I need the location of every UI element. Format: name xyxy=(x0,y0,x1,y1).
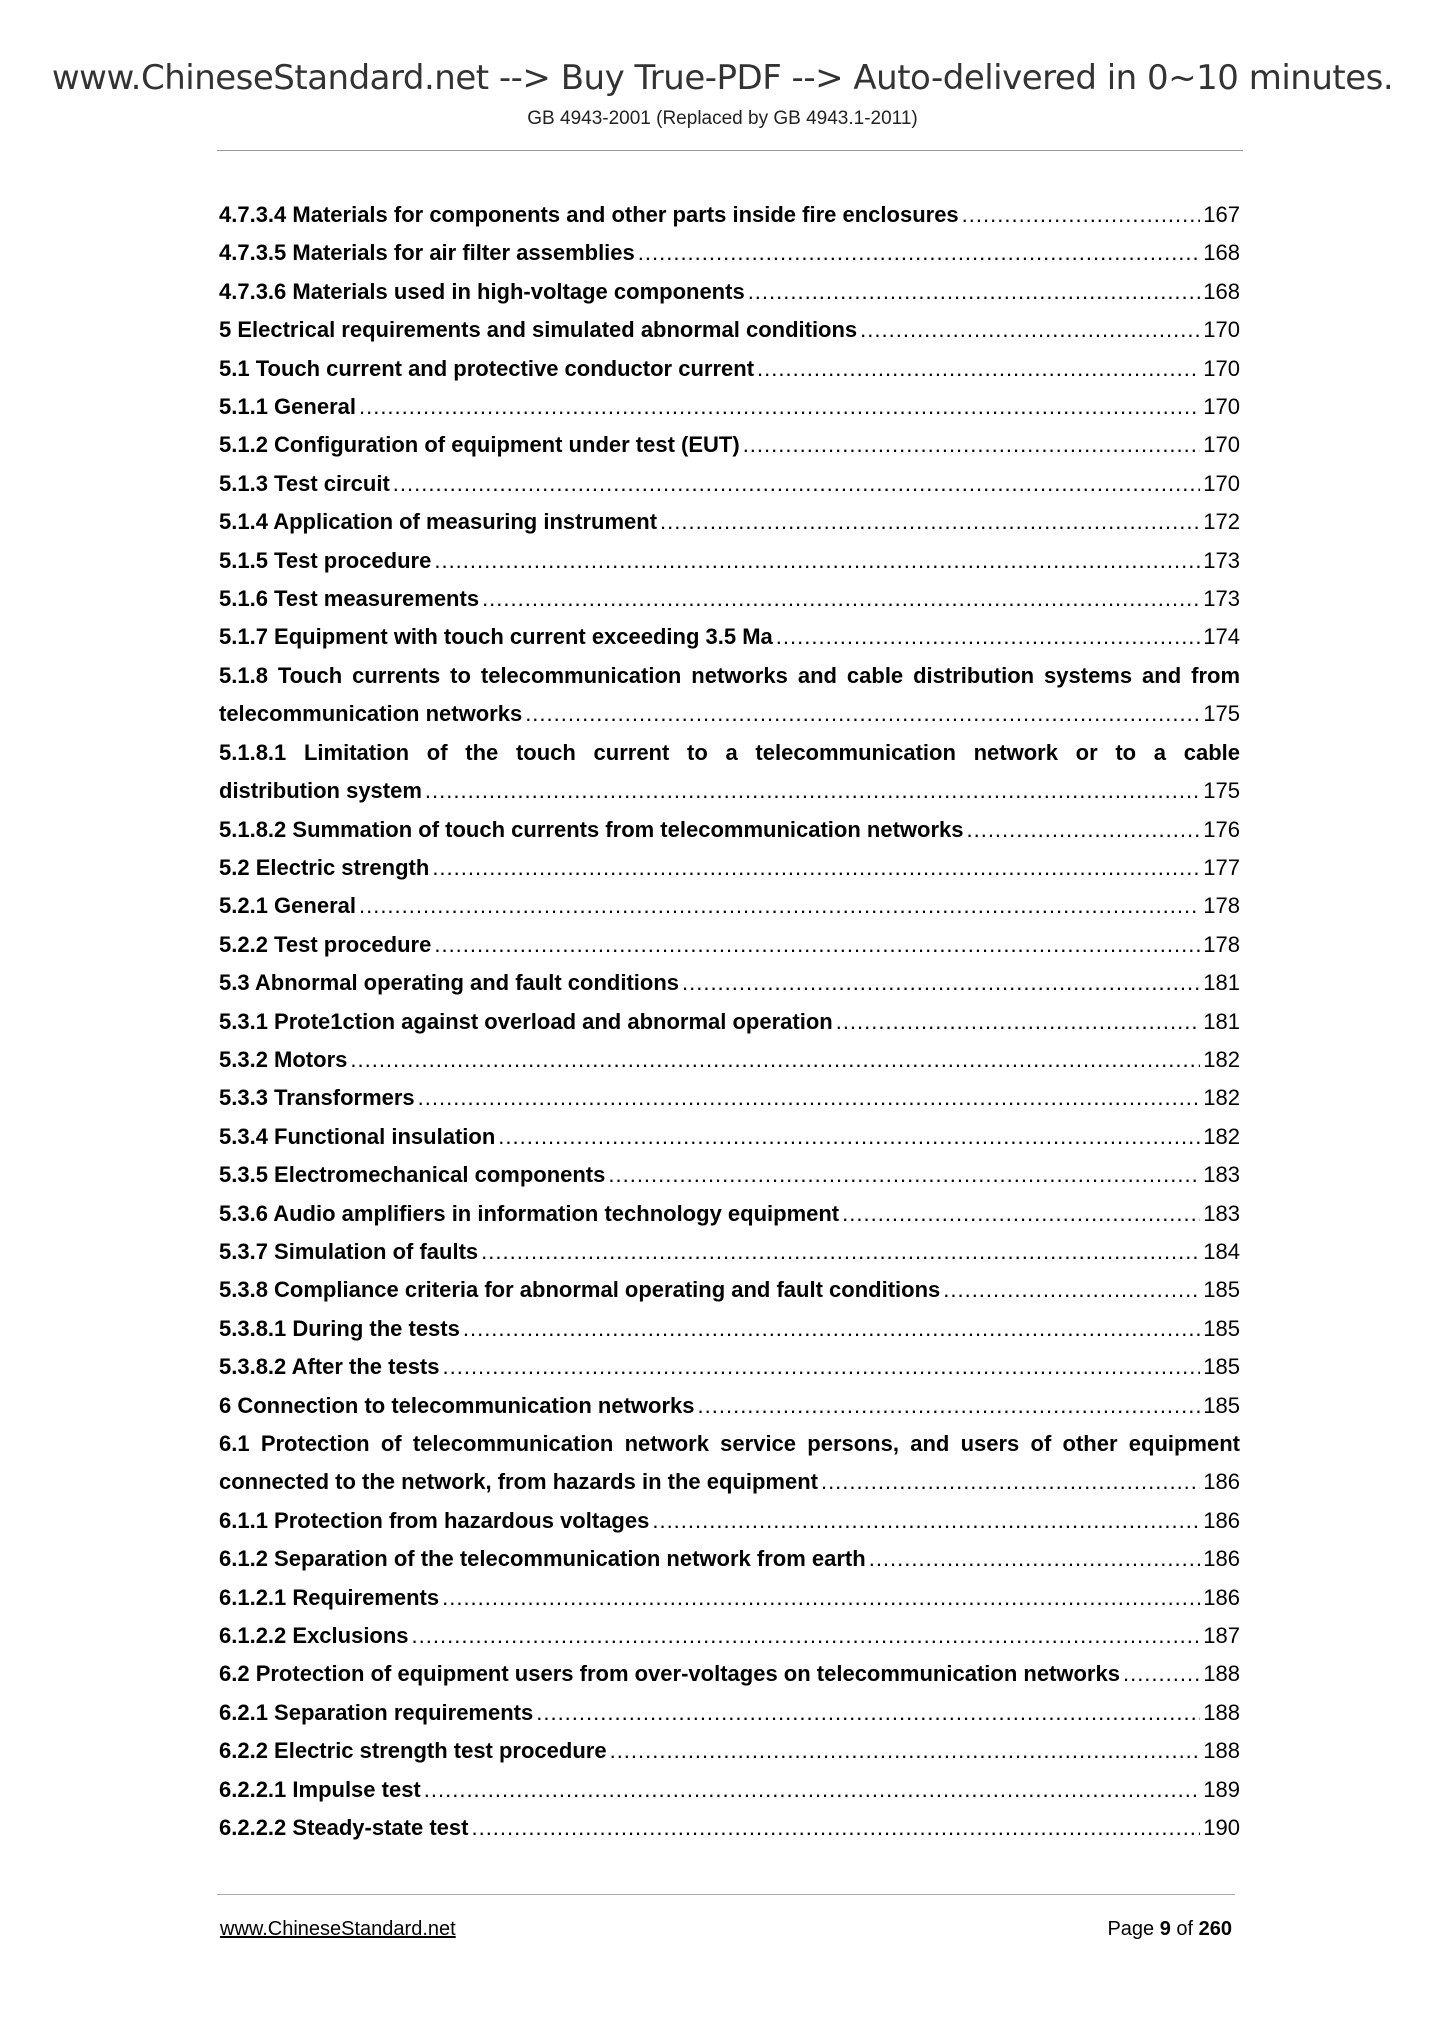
toc-dot-leader xyxy=(525,695,1200,733)
toc-entry[interactable] xyxy=(219,1003,1240,1041)
toc-dot-leader xyxy=(652,1502,1200,1540)
toc-entry[interactable] xyxy=(219,811,1240,849)
toc-entry-page: 173 xyxy=(1203,547,1240,573)
toc-entry-title: 6.2.2.2 Steady-state test xyxy=(219,1815,469,1841)
toc-entry[interactable] xyxy=(219,1387,1240,1425)
toc-entry-title: 5 Electrical requirements and simulated abnormal conditions xyxy=(219,317,858,343)
toc-dot-leader xyxy=(359,388,1200,426)
toc-entry[interactable] xyxy=(219,1540,1240,1578)
toc-entry-page: 170 xyxy=(1203,355,1240,381)
toc-entry-page: 186 xyxy=(1203,1469,1240,1495)
toc-entry-page: 168 xyxy=(1203,278,1240,304)
toc-entry-title: 4.7.3.6 Materials used in high-voltage components xyxy=(219,278,745,304)
toc-entry-page: 172 xyxy=(1203,509,1240,535)
toc-entry-title: 5.1.4 Application of measuring instrument xyxy=(219,509,658,535)
toc-entry[interactable] xyxy=(219,388,1240,426)
toc-entry-title: 6.2.2 Electric strength test procedure xyxy=(219,1738,607,1764)
toc-entry[interactable] xyxy=(219,618,1240,656)
toc-entry-title: connected to the network, from hazards in the equipment xyxy=(219,1469,818,1495)
toc-entry-title: 5.1.5 Test procedure xyxy=(219,547,432,573)
page-indicator xyxy=(1107,1918,1232,1941)
toc-entry-title: 5.1.2 Configuration of equipment under test (EUT) xyxy=(219,432,740,458)
toc-entry-title: 5.1.8.2 Summation of touch currents from telecommunication networks xyxy=(219,816,964,842)
toc-dot-leader xyxy=(966,811,1200,849)
toc-entry-title: 5.3.2 Motors xyxy=(219,1046,348,1072)
toc-entry-title: 4.7.3.5 Materials for air filter assemblies xyxy=(219,240,635,266)
toc-entry[interactable] xyxy=(219,580,1240,618)
toc-dot-leader xyxy=(860,311,1200,349)
toc-entry-title-first-line: 5.1.8 Touch currents to telecommunication networks and cable distribution systems and from xyxy=(219,662,1240,688)
toc-entry[interactable] xyxy=(219,1694,1240,1732)
toc-dot-leader xyxy=(425,772,1200,810)
toc-entry-title: 6.2 Protection of equipment users from over-voltages on telecommunication networks xyxy=(219,1661,1120,1687)
toc-entry-page: 181 xyxy=(1203,1008,1240,1034)
toc-entry[interactable] xyxy=(219,426,1240,464)
toc-entry-page: 187 xyxy=(1203,1623,1240,1649)
toc-dot-leader xyxy=(610,1732,1200,1770)
toc-entry-title-first-line: 6.1 Protection of telecommunication network service persons, and users of other equipment xyxy=(219,1431,1240,1456)
toc-dot-leader xyxy=(842,1195,1200,1233)
toc-entry-title: 6 Connection to telecommunication networks xyxy=(219,1392,695,1418)
toc-entry-page: 176 xyxy=(1203,816,1240,842)
toc-entry-page: 186 xyxy=(1203,1507,1240,1533)
toc-entry-title: 5.2 Electric strength xyxy=(219,854,430,880)
toc-entry-page: 173 xyxy=(1203,586,1240,612)
toc-dot-leader xyxy=(442,1579,1200,1617)
toc-entry-page: 170 xyxy=(1203,317,1240,343)
toc-entry[interactable] xyxy=(219,234,1240,272)
toc-entry[interactable] xyxy=(219,1118,1240,1156)
toc-dot-leader xyxy=(743,426,1200,464)
toc-entry-page: 183 xyxy=(1203,1200,1240,1226)
toc-entry[interactable] xyxy=(219,465,1240,503)
toc-dot-leader xyxy=(698,1387,1200,1425)
toc-dot-leader xyxy=(776,618,1200,656)
toc-entry[interactable] xyxy=(219,1195,1240,1233)
toc-entry[interactable] xyxy=(219,849,1240,887)
footer-site-link[interactable]: www.ChineseStandard.net xyxy=(220,1918,456,1940)
toc-dot-leader xyxy=(660,503,1200,541)
toc-entry-title: 5.1 Touch current and protective conductor current xyxy=(219,355,755,381)
toc-entry-page: 185 xyxy=(1203,1315,1240,1341)
toc-dot-leader xyxy=(471,1809,1200,1847)
toc-entry-title: 5.1.1 General xyxy=(219,394,356,420)
toc-entry-title: 5.3.4 Functional insulation xyxy=(219,1123,496,1149)
toc-entry-title: 4.7.3.4 Materials for components and other parts inside fire enclosures xyxy=(219,202,959,227)
toc-entry-page: 182 xyxy=(1203,1123,1240,1149)
toc-entry[interactable] xyxy=(219,1233,1240,1271)
header-divider xyxy=(217,150,1243,151)
toc-entry-page: 175 xyxy=(1203,778,1240,804)
toc-entry-page: 190 xyxy=(1203,1815,1240,1841)
toc-dot-leader xyxy=(498,1118,1200,1156)
toc-entry-title: 6.2.2.1 Impulse test xyxy=(219,1776,421,1802)
toc-entry[interactable] xyxy=(219,196,1240,234)
toc-entry-title: 6.1.2.2 Exclusions xyxy=(219,1623,409,1649)
toc-dot-leader xyxy=(463,1310,1200,1348)
toc-entry[interactable] xyxy=(219,1041,1240,1079)
toc-entry-title: 5.3.5 Electromechanical components xyxy=(219,1162,606,1188)
document-subtitle: GB 4943-2001 (Replaced by GB 4943.1-2011) xyxy=(527,108,918,129)
toc-entry-page: 182 xyxy=(1203,1046,1240,1072)
toc-entry-page: 185 xyxy=(1203,1354,1240,1380)
toc-entry-page: 167 xyxy=(1203,202,1240,227)
toc-entry-title: 5.2.1 General xyxy=(219,893,356,919)
toc-dot-leader xyxy=(432,849,1200,887)
toc-dot-leader xyxy=(1123,1655,1200,1693)
page-prefix: Page xyxy=(1107,1918,1160,1940)
page-of: of xyxy=(1170,1918,1199,1940)
toc-dot-leader xyxy=(359,887,1200,925)
page-current: 9 xyxy=(1159,1918,1171,1940)
toc-entry-title-first-line: 5.1.8.1 Limitation of the touch current to a telecommunication network or to a cable xyxy=(219,739,1240,765)
toc-entry-title: 5.3 Abnormal operating and fault conditions xyxy=(219,970,679,996)
toc-entry-title: telecommunication networks xyxy=(219,701,523,727)
toc-entry-title: 5.3.8.2 After the tests xyxy=(219,1354,440,1380)
toc-entry-page: 188 xyxy=(1203,1699,1240,1725)
toc-entry-title: 5.3.8 Compliance criteria for abnormal operating and fault conditions xyxy=(219,1277,941,1303)
toc-entry-page: 181 xyxy=(1203,970,1240,996)
toc-entry[interactable] xyxy=(219,1617,1240,1655)
toc-dot-leader xyxy=(536,1694,1200,1732)
toc-dot-leader xyxy=(821,1463,1200,1501)
toc-entry-page: 174 xyxy=(1203,624,1240,650)
toc-dot-leader xyxy=(443,1348,1201,1386)
toc-entry-title: distribution system xyxy=(219,778,422,804)
toc-entry[interactable] xyxy=(219,1310,1240,1348)
toc-entry-page: 186 xyxy=(1203,1584,1240,1610)
toc-entry-title: 5.3.6 Audio amplifiers in information technology equipment xyxy=(219,1200,840,1226)
toc-dot-leader xyxy=(481,1233,1200,1271)
toc-entry[interactable] xyxy=(219,350,1240,388)
toc-dot-leader xyxy=(638,234,1200,272)
page-total: 260 xyxy=(1198,1918,1232,1940)
toc-entry-page: 184 xyxy=(1203,1238,1240,1264)
toc-entry[interactable] xyxy=(219,1771,1240,1809)
toc-entry-page: 178 xyxy=(1203,893,1240,919)
toc-dot-leader xyxy=(434,542,1200,580)
toc-entry[interactable] xyxy=(219,926,1240,964)
toc-dot-leader xyxy=(869,1540,1200,1578)
toc-entry[interactable] xyxy=(219,1271,1240,1309)
toc-entry-title: 5.1.3 Test circuit xyxy=(219,470,390,496)
toc-entry-title: 6.1.2.1 Requirements xyxy=(219,1584,440,1610)
toc-dot-leader xyxy=(682,964,1200,1002)
toc-entry[interactable] xyxy=(219,657,1240,734)
toc-entry[interactable] xyxy=(219,1502,1240,1540)
toc-entry-title: 5.1.7 Equipment with touch current exceeding 3.5 Ma xyxy=(219,624,773,650)
toc-dot-leader xyxy=(482,580,1200,618)
toc-entry[interactable] xyxy=(219,1156,1240,1194)
toc-entry-page: 170 xyxy=(1203,470,1240,496)
toc-entry-page: 182 xyxy=(1203,1085,1240,1111)
toc-entry-page: 188 xyxy=(1203,1661,1240,1687)
toc-entry[interactable] xyxy=(219,542,1240,580)
toc-entry[interactable] xyxy=(219,1079,1240,1117)
toc-entry[interactable] xyxy=(219,887,1240,925)
footer-divider xyxy=(217,1894,1235,1895)
toc-dot-leader xyxy=(757,350,1200,388)
toc-dot-leader xyxy=(418,1079,1200,1117)
toc-entry[interactable] xyxy=(219,311,1240,349)
toc-entry-page: 177 xyxy=(1203,854,1240,880)
toc-entry-page: 185 xyxy=(1203,1277,1240,1303)
toc-entry-page: 185 xyxy=(1203,1392,1240,1418)
toc-entry-title: 5.3.7 Simulation of faults xyxy=(219,1238,479,1264)
toc-entry-page: 186 xyxy=(1203,1546,1240,1572)
toc-dot-leader xyxy=(393,465,1200,503)
toc-dot-leader xyxy=(748,273,1200,311)
toc-entry-page: 188 xyxy=(1203,1738,1240,1764)
toc-entry-page: 175 xyxy=(1203,701,1240,727)
toc-entry-page: 178 xyxy=(1203,931,1240,957)
toc-entry[interactable] xyxy=(219,734,1240,811)
toc-dot-leader xyxy=(943,1271,1200,1309)
toc-dot-leader xyxy=(962,196,1200,234)
toc-entry[interactable] xyxy=(219,1425,1240,1502)
toc-dot-leader xyxy=(350,1041,1200,1079)
toc-entry-page: 183 xyxy=(1203,1162,1240,1188)
toc-entry[interactable] xyxy=(219,273,1240,311)
toc-entry-title: 5.1.6 Test measurements xyxy=(219,586,480,612)
toc-entry[interactable] xyxy=(219,964,1240,1002)
toc-dot-leader xyxy=(836,1003,1200,1041)
toc-entry[interactable] xyxy=(219,1348,1240,1386)
toc-entry-title: 6.2.1 Separation requirements xyxy=(219,1699,534,1725)
toc-entry-title: 6.1.2 Separation of the telecommunication network from earth xyxy=(219,1546,866,1572)
table-of-contents xyxy=(219,196,1240,1847)
toc-entry[interactable] xyxy=(219,1809,1240,1847)
toc-entry-title: 5.3.1 Prote1ction against overload and abnormal operation xyxy=(219,1008,833,1034)
toc-entry[interactable] xyxy=(219,1732,1240,1770)
toc-entry-title: 5.2.2 Test procedure xyxy=(219,931,432,957)
toc-entry-title: 6.1.1 Protection from hazardous voltages xyxy=(219,1507,650,1533)
site-banner[interactable]: www.ChineseStandard.net --> Buy True-PDF --> Auto-delivered in 0~10 minutes. xyxy=(51,58,1394,98)
toc-entry-page: 170 xyxy=(1203,394,1240,420)
toc-dot-leader xyxy=(424,1771,1200,1809)
toc-dot-leader xyxy=(412,1617,1200,1655)
toc-entry-title: 5.3.3 Transformers xyxy=(219,1085,415,1111)
toc-entry-page: 170 xyxy=(1203,432,1240,458)
toc-entry-page: 189 xyxy=(1203,1776,1240,1802)
toc-dot-leader xyxy=(434,926,1200,964)
toc-entry[interactable] xyxy=(219,1655,1240,1693)
toc-entry[interactable] xyxy=(219,503,1240,541)
toc-entry-title: 5.3.8.1 During the tests xyxy=(219,1315,460,1341)
toc-entry-page: 168 xyxy=(1203,240,1240,266)
toc-entry[interactable] xyxy=(219,1579,1240,1617)
toc-dot-leader xyxy=(608,1156,1200,1194)
